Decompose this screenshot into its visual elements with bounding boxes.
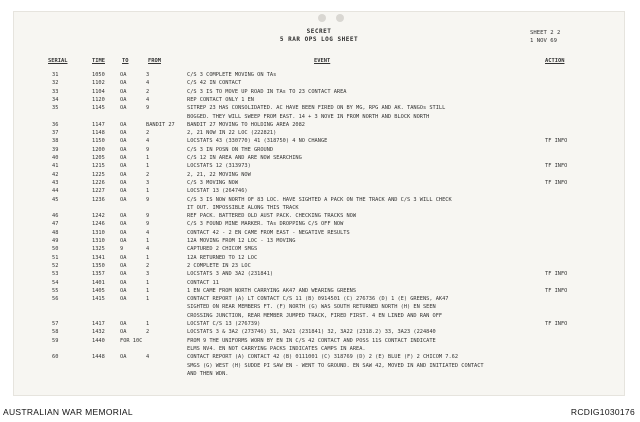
log-event-cell: 12A RETURNED TO 12 LOC (187, 254, 258, 261)
log-to-cell: OA (120, 329, 127, 336)
log-time-cell: 1145 (92, 105, 105, 112)
log-row (14, 221, 624, 228)
log-serial-cell: 41 (52, 163, 59, 170)
log-serial-cell: 42 (52, 171, 59, 178)
log-event-cell: CONTACT 11 (187, 279, 219, 286)
log-row (14, 205, 624, 212)
log-time-cell: 1417 (92, 321, 105, 327)
log-row (14, 130, 624, 137)
log-action-cell: TF INFO (545, 287, 568, 294)
log-serial-cell: 40 (52, 155, 59, 161)
log-to-cell: OA (120, 279, 127, 286)
log-to-cell: OA (120, 163, 127, 170)
sheet-date: 1 NOV 69 (530, 38, 557, 44)
log-from-cell: 4 (146, 246, 150, 253)
log-event-cell: LOCSTATS 3 AND 3A2 (231841) (187, 271, 274, 278)
log-to-cell: 9 (120, 246, 124, 253)
log-row (14, 246, 624, 253)
log-time-cell: 1357 (92, 271, 105, 278)
log-to-cell: OA (120, 88, 127, 95)
log-to-cell: OA (120, 188, 127, 195)
log-serial-cell: 45 (52, 196, 59, 203)
log-event-cell: 2 COMPLETE IN 23 LOC (187, 262, 251, 269)
log-event-cell: BOGGED. THEY WILL SWEEP FROM EAST. 14 + 3 NOVE IN FROM NORTH AND BLOCK NORTH (187, 113, 430, 120)
log-row (14, 180, 624, 187)
log-serial-cell: 37 (52, 130, 59, 137)
log-serial-cell: 43 (52, 179, 59, 186)
log-row (14, 280, 624, 287)
log-from-cell: 4 (146, 80, 150, 87)
log-event-cell: LOCSTATS 43 (330770) 41 (318750) 4 NO CHANGE (187, 138, 328, 145)
punch-hole (318, 14, 326, 22)
log-from-cell: 1 (146, 296, 150, 303)
log-event-cell: LOCSTAT C/S 13 (276739) (187, 321, 261, 327)
log-to-cell: OA (120, 213, 127, 220)
log-to-cell: OA (120, 155, 127, 161)
log-from-cell: 2 (146, 88, 150, 95)
log-time-cell: 1341 (92, 254, 105, 261)
log-row (14, 313, 624, 320)
log-to-cell: OA (120, 96, 127, 103)
log-from-cell: 2 (146, 329, 150, 336)
log-serial-cell: 59 (52, 337, 59, 344)
log-from-cell: 1 (146, 321, 150, 327)
log-from-cell: 9 (146, 105, 150, 112)
log-from-cell: 4 (146, 96, 150, 103)
log-serial-cell: 57 (52, 321, 59, 327)
log-event-cell: CONTACT REPORT (A) CONTACT 42 (B) 0111001 (C) 318769 (D) 2 (E) BLUE (F) 2 CHICOM 7.62 (187, 354, 459, 361)
log-serial-cell: 38 (52, 138, 59, 145)
archive-credit: AUSTRALIAN WAR MEMORIAL (3, 407, 133, 417)
log-action-cell: TF INFO (545, 321, 568, 327)
log-time-cell: 1150 (92, 138, 105, 145)
log-serial-cell: 48 (52, 229, 59, 236)
log-serial-cell: 60 (52, 354, 59, 361)
log-to-cell: OA (120, 287, 127, 294)
log-time-cell: 1215 (92, 163, 105, 170)
log-row (14, 138, 624, 145)
column-header-to: TO (122, 58, 129, 64)
log-from-cell: 1 (146, 163, 150, 170)
log-event-cell: C/S 42 IN CONTACT (187, 80, 242, 87)
log-event-cell: AND THEN WDN. (187, 370, 229, 377)
log-time-cell: 1236 (92, 196, 105, 203)
log-from-cell: 2 (146, 130, 150, 137)
log-serial-cell: 55 (52, 287, 59, 294)
column-header-event: EVENT (314, 58, 331, 64)
log-event-cell: SITREP 23 HAS CONSOLIDATED. AC HAVE BEEN FIRED ON BY MG, RPG AND AK. TANGOs STILL (187, 105, 446, 112)
log-event-cell: 12A MOVING FROM 12 LOC - 13 MOVING (187, 238, 296, 244)
log-event-cell: BANDIT 27 MOVING TO HOLDING AREA 2082 (187, 121, 305, 128)
log-action-cell: TF INFO (545, 138, 568, 145)
log-from-cell: 1 (146, 254, 150, 261)
log-from-cell: 3 (146, 179, 150, 186)
log-row (14, 122, 624, 129)
log-time-cell: 1050 (92, 72, 105, 78)
log-event-cell: C/S 3 IS NOW NORTH OF 83 LOC. HAVE SIGHTED A PACK ON THE TRACK AND C/S 3 WILL CHECK (187, 196, 452, 203)
log-time-cell: 1432 (92, 329, 105, 336)
log-to-cell: OA (120, 138, 127, 145)
log-row (14, 230, 624, 237)
log-serial-cell: 35 (52, 105, 59, 112)
log-serial-cell: 56 (52, 296, 59, 303)
log-row (14, 271, 624, 278)
log-event-cell: REF PACK. BATTERED OLD AUST PACK. CHECKING TRACKS NOW (187, 213, 357, 220)
log-from-cell: 1 (146, 279, 150, 286)
log-event-cell: C/S 3 FOUND MINE MARKER. TAs DROPPING C/S OFF NOW (187, 221, 344, 228)
log-event-cell: CAPTURED 2 CHICOM SMGS (187, 246, 258, 253)
log-serial-cell: 36 (52, 121, 59, 128)
log-event-cell: LOCSTATS 3 & 3A2 (273746) 31, 3A21 (231841) 32, 3A22 (2318.2) 33, 3A23 (224840 (187, 329, 436, 336)
log-event-cell: C/S 3 MOVING NOW (187, 179, 239, 186)
sheet-title: 5 RAR OPS LOG SHEET (279, 36, 359, 43)
log-row (14, 255, 624, 262)
log-to-cell: OA (120, 179, 127, 186)
log-row (14, 288, 624, 295)
log-to-cell: OA (120, 354, 127, 361)
log-to-cell: OA (120, 254, 127, 261)
log-from-cell: 4 (146, 229, 150, 236)
log-serial-cell: 52 (52, 262, 59, 269)
log-from-cell: 4 (146, 138, 150, 145)
log-row (14, 296, 624, 303)
log-time-cell: 1227 (92, 188, 105, 195)
log-serial-cell: 34 (52, 96, 59, 103)
log-from-cell: 9 (146, 221, 150, 228)
log-to-cell: OA (120, 146, 127, 153)
log-time-cell: 1104 (92, 88, 105, 95)
log-from-cell: 9 (146, 146, 150, 153)
log-serial-cell: 46 (52, 213, 59, 220)
log-to-cell: OA (120, 121, 127, 128)
log-event-cell: 2, 21, 22 MOVING NOW (187, 171, 251, 178)
log-row (14, 80, 624, 87)
column-header-time: TIME (92, 58, 105, 64)
log-event-cell: CROSSING JUNCTION, REAR MEMBER JUMPED TRACK, FIRED FIRST. 4 EN LINED AND RAN OFF (187, 312, 443, 319)
log-from-cell: BANDIT 27 (146, 121, 175, 128)
log-row (14, 371, 624, 378)
log-event-cell: CONTACT 42 - 2 EN CAME FROM EAST - NEGATIVE RESULTS (187, 229, 350, 236)
log-from-cell: 1 (146, 188, 150, 195)
log-from-cell: 9 (146, 196, 150, 203)
log-event-cell: LOCSTAT 13 (264746) (187, 188, 248, 195)
log-row (14, 188, 624, 195)
log-row (14, 97, 624, 104)
column-header-serial: SERIAL (48, 58, 68, 64)
log-to-cell: OA (120, 130, 127, 137)
log-event-cell: CONTACT REPORT (A) LT CONTACT C/S 11 (B) 0914501 (C) 276736 (D) 1 (E) GREENS, AK47 (187, 296, 449, 303)
log-from-cell: 3 (146, 72, 150, 78)
log-time-cell: 1350 (92, 262, 105, 269)
log-row (14, 338, 624, 345)
log-row (14, 238, 624, 245)
log-from-cell: 3 (146, 271, 150, 278)
log-serial-cell: 39 (52, 146, 59, 153)
log-row (14, 321, 624, 328)
log-serial-cell: 50 (52, 246, 59, 253)
log-serial-cell: 49 (52, 238, 59, 244)
log-row (14, 329, 624, 336)
log-row (14, 197, 624, 204)
log-row (14, 213, 624, 220)
log-row (14, 72, 624, 79)
log-serial-cell: 53 (52, 271, 59, 278)
log-serial-cell: 47 (52, 221, 59, 228)
log-event-cell: 2, 21 NOW IN 22 LOC (222821) (187, 130, 277, 137)
log-serial-cell: 31 (52, 72, 59, 78)
log-from-cell: 2 (146, 262, 150, 269)
log-time-cell: 1200 (92, 146, 105, 153)
log-row (14, 89, 624, 96)
log-row (14, 304, 624, 311)
log-serial-cell: 54 (52, 279, 59, 286)
log-from-cell: 1 (146, 287, 150, 294)
log-row (14, 105, 624, 112)
log-to-cell: OA (120, 262, 127, 269)
log-row (14, 172, 624, 179)
log-time-cell: 1448 (92, 354, 105, 361)
log-time-cell: 1148 (92, 130, 105, 137)
log-time-cell: 1401 (92, 279, 105, 286)
log-time-cell: 1120 (92, 96, 105, 103)
log-from-cell: 2 (146, 171, 150, 178)
log-to-cell: OA (120, 171, 127, 178)
log-serial-cell: 32 (52, 80, 59, 87)
log-row (14, 263, 624, 270)
log-event-cell: 1 EN CAME FROM NORTH CARRYING AK47 AND WEARING GREENS (187, 287, 357, 294)
log-time-cell: 1440 (92, 337, 105, 344)
log-time-cell: 1325 (92, 246, 105, 253)
archive-reference: RCDIG1030176 (570, 407, 635, 417)
log-row (14, 346, 624, 353)
log-event-cell: C/S 3 IS TO MOVE UP ROAD IN TAs TO 23 CONTACT AREA (187, 88, 347, 95)
log-to-cell: OA (120, 105, 127, 112)
log-time-cell: 1246 (92, 221, 105, 228)
log-row (14, 147, 624, 154)
log-to-cell: OA (120, 271, 127, 278)
log-row (14, 354, 624, 361)
log-event-cell: C/S 12 IN AREA AND ARE NOW SEARCHING (187, 155, 302, 161)
log-row (14, 114, 624, 121)
column-header-action: ACTION (545, 58, 565, 64)
log-from-cell: 9 (146, 213, 150, 220)
log-event-cell: C/S 3 COMPLETE MOVING ON TAs (187, 72, 277, 78)
log-to-cell: FOR 10C (120, 337, 143, 344)
column-header-from: FROM (148, 58, 161, 64)
log-event-cell: LOCSTATS 12 (313973) (187, 163, 251, 170)
log-event-cell: C/S 3 IN POSN ON THE GROUND (187, 146, 274, 153)
log-action-cell: TF INFO (545, 271, 568, 278)
log-sheet-page (14, 12, 624, 395)
log-time-cell: 1102 (92, 80, 105, 87)
log-serial-cell: 44 (52, 188, 59, 195)
log-time-cell: 1310 (92, 238, 105, 244)
log-serial-cell: 51 (52, 254, 59, 261)
log-time-cell: 1226 (92, 179, 105, 186)
log-time-cell: 1147 (92, 121, 105, 128)
sheet-number: SHEET 2 2 (530, 30, 561, 36)
log-to-cell: OA (120, 80, 127, 87)
log-row (14, 155, 624, 162)
log-event-cell: FROM 9 THE UNIFORMS WORN BY EN IN C/S 42 CONTACT AND POSS 11S CONTACT INDICATE (187, 337, 436, 344)
log-event-cell: IT OUT. IMPOSSIBLE ALONG THIS TRACK (187, 204, 299, 211)
log-time-cell: 1225 (92, 171, 105, 178)
log-event-cell: SMGS (G) WEST (H) SUDDE PI SAW EN - WENT TO GROUND. EN SAW 42, MOVED IN AND INITIATED CONTACT (187, 362, 484, 369)
log-time-cell: 1205 (92, 155, 105, 161)
log-event-cell: SIGHTED ON REAR MEMBERS FT. (F) NORTH (G) WAS SOUTH RETURNED NORTH (H) EN SEEN (187, 304, 436, 311)
log-event-cell: REP CONTACT ONLY 1 EN (187, 96, 254, 103)
log-row (14, 163, 624, 170)
log-from-cell: 1 (146, 238, 150, 244)
log-from-cell: 4 (146, 354, 150, 361)
log-time-cell: 1310 (92, 229, 105, 236)
log-to-cell: OA (120, 229, 127, 236)
log-to-cell: OA (120, 196, 127, 203)
log-row (14, 363, 624, 370)
log-to-cell: OA (120, 321, 127, 327)
log-action-cell: TF INFO (545, 179, 568, 186)
log-to-cell: OA (120, 72, 127, 78)
log-time-cell: 1405 (92, 287, 105, 294)
log-from-cell: 1 (146, 155, 150, 161)
classification-heading: SECRET (306, 28, 332, 35)
log-time-cell: 1242 (92, 213, 105, 220)
punch-hole (336, 14, 344, 22)
log-to-cell: OA (120, 221, 127, 228)
log-action-cell: TF INFO (545, 163, 568, 170)
log-serial-cell: 58 (52, 329, 59, 336)
log-time-cell: 1415 (92, 296, 105, 303)
log-event-cell: ELMS NV4. EN NOT CARRYING PACKS INDICATES CAMPS IN AREA. (187, 345, 366, 352)
log-to-cell: OA (120, 296, 127, 303)
log-to-cell: OA (120, 238, 127, 244)
log-serial-cell: 33 (52, 88, 59, 95)
